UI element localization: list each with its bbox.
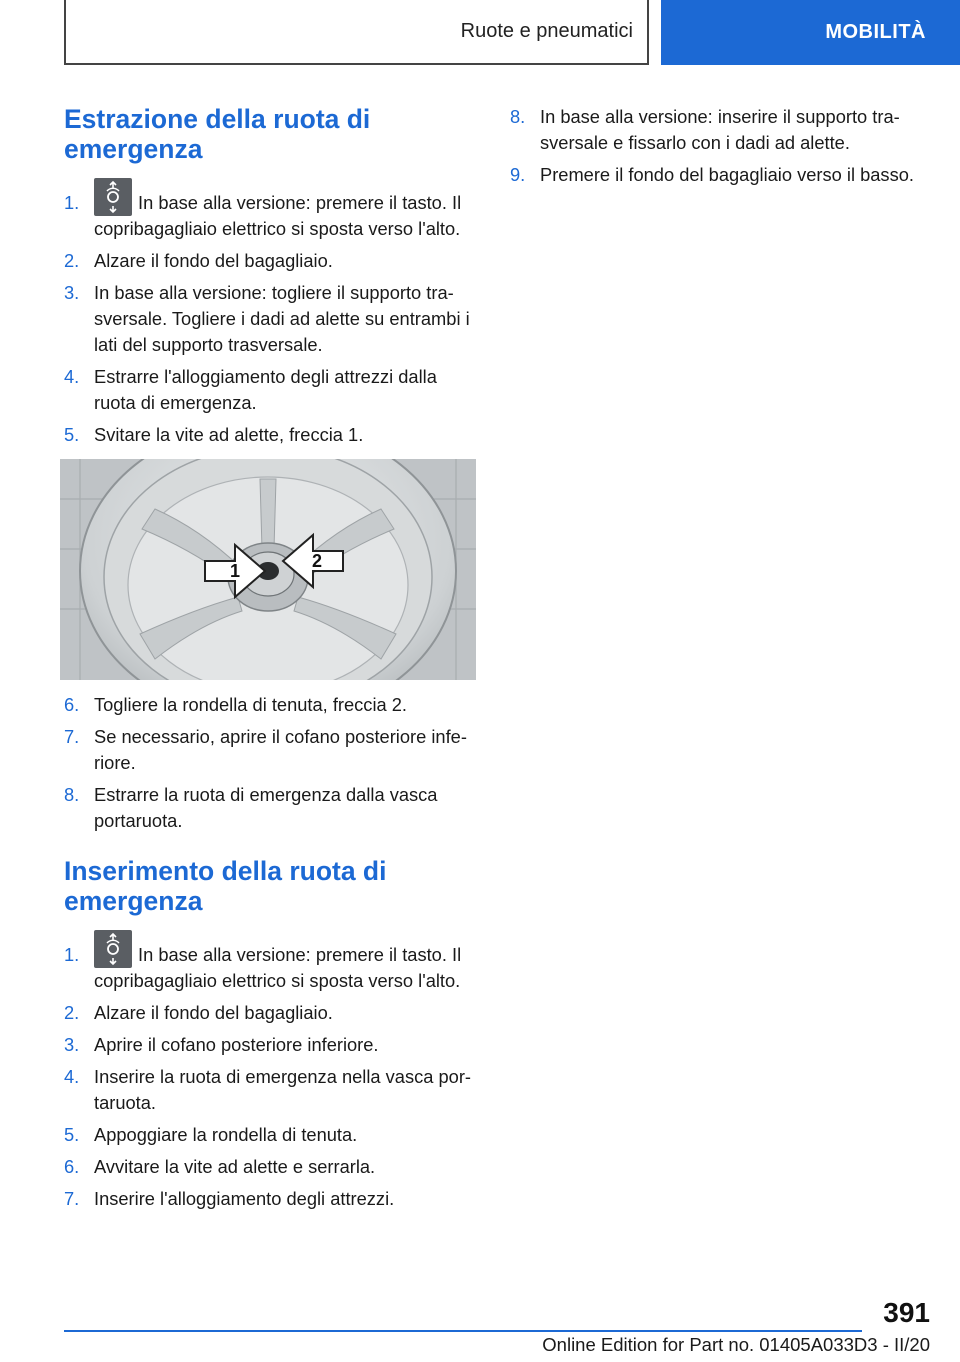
step-number: 1. [64, 944, 80, 965]
step-number: 7. [64, 726, 80, 747]
step-number: 3. [64, 1034, 80, 1055]
step-text: Appoggiare la rondella di tenuta. [94, 1124, 358, 1145]
step-text: In base alla versione: premere il tasto. Il copribagagliaio elettrico si sposta verso l'alto. [94, 192, 462, 239]
step-number: 5. [64, 424, 80, 445]
step-text: In base alla versione: togliere il supporto trasversale. Togliere i dadi ad alette su entrambi i lati del supporto trasversale. [94, 282, 470, 355]
list-item [64, 782, 478, 834]
list-item [64, 942, 478, 994]
step-text: In base alla versione: premere il tasto. Il copribagagliaio elettrico si sposta verso l'alto. [94, 944, 462, 991]
page-number: 391 [883, 1297, 930, 1328]
list-item [64, 364, 478, 416]
trunk-lift-button-icon [94, 178, 132, 216]
list-item [64, 422, 478, 448]
step-number: 3. [64, 282, 80, 303]
step-text: Togliere la rondella di tenuta, freccia 2. [94, 694, 407, 715]
step-number: 8. [64, 784, 80, 805]
header-chapter-tab [661, 0, 960, 65]
list-item [64, 248, 478, 274]
step-text: Premere il fondo del bagagliaio verso il basso. [540, 164, 914, 185]
step-text: Avvitare la vite ad alette e serrarla. [94, 1156, 376, 1177]
list-item [64, 1032, 478, 1058]
list-item [64, 724, 478, 776]
step-number: 7. [64, 1188, 80, 1209]
step-text: Estrarre la ruota di emergenza dalla vasca portaruota. [94, 784, 438, 831]
list-item [64, 1154, 478, 1180]
trunk-lift-button-icon [94, 930, 132, 968]
extraction-steps-continued [64, 692, 478, 840]
list-item [510, 162, 930, 188]
header-section-tab [64, 0, 649, 65]
list-item [510, 104, 930, 156]
list-item [64, 190, 478, 242]
step-number: 4. [64, 1066, 80, 1087]
extraction-steps [64, 190, 478, 454]
step-text: Alzare il fondo del bagagliaio. [94, 250, 333, 271]
list-item [64, 1000, 478, 1026]
step-number: 2. [64, 1002, 80, 1023]
footer-divider [64, 1330, 862, 1332]
step-text: Inserire l'alloggiamento degli attrezzi. [94, 1188, 395, 1209]
list-item [64, 1186, 478, 1212]
arrow-2-label: 2 [312, 551, 323, 571]
step-text: Inserire la ruota di emergenza nella vasca portaruota. [94, 1066, 471, 1113]
extraction-title: Estrazione della ruota di emergenza [64, 104, 371, 164]
step-text: Estrarre l'alloggiamento degli attrezzi dalla ruota di emergenza. [94, 366, 437, 413]
list-item [64, 1064, 478, 1116]
step-text: Svitare la vite ad alette, freccia 1. [94, 424, 364, 445]
step-text: Aprire il cofano posteriore inferiore. [94, 1034, 379, 1055]
header-chapter-title: MOBILITÀ [825, 21, 926, 43]
step-number: 8. [510, 106, 526, 127]
step-number: 5. [64, 1124, 80, 1145]
insertion-title: Inserimento della ruota di emergenza [64, 856, 387, 916]
step-text: In base alla versione: inserire il supporto trasversale e fissarlo con i dadi ad alette. [540, 106, 900, 153]
list-item [64, 1122, 478, 1148]
arrow-1-label: 1 [230, 561, 241, 581]
header-section-title: Ruote e pneumatici [460, 20, 633, 42]
extraction-steps-right [510, 104, 930, 194]
step-text: Alzare il fondo del bagagliaio. [94, 1002, 333, 1023]
spare-wheel-illustration [60, 459, 476, 680]
step-number: 6. [64, 1156, 80, 1177]
list-item [64, 692, 478, 718]
step-number: 9. [510, 164, 526, 185]
step-number: 6. [64, 694, 80, 715]
step-text: Se necessario, aprire il cofano posteriore inferiore. [94, 726, 467, 773]
step-number: 2. [64, 250, 80, 271]
footer-edition: Online Edition for Part no. 01405A033D3 - II/20 [542, 1334, 930, 1355]
spare-wheel-drawing [60, 459, 476, 680]
list-item [64, 280, 478, 358]
step-number: 4. [64, 366, 80, 387]
insertion-steps [64, 942, 478, 1218]
step-number: 1. [64, 192, 80, 213]
